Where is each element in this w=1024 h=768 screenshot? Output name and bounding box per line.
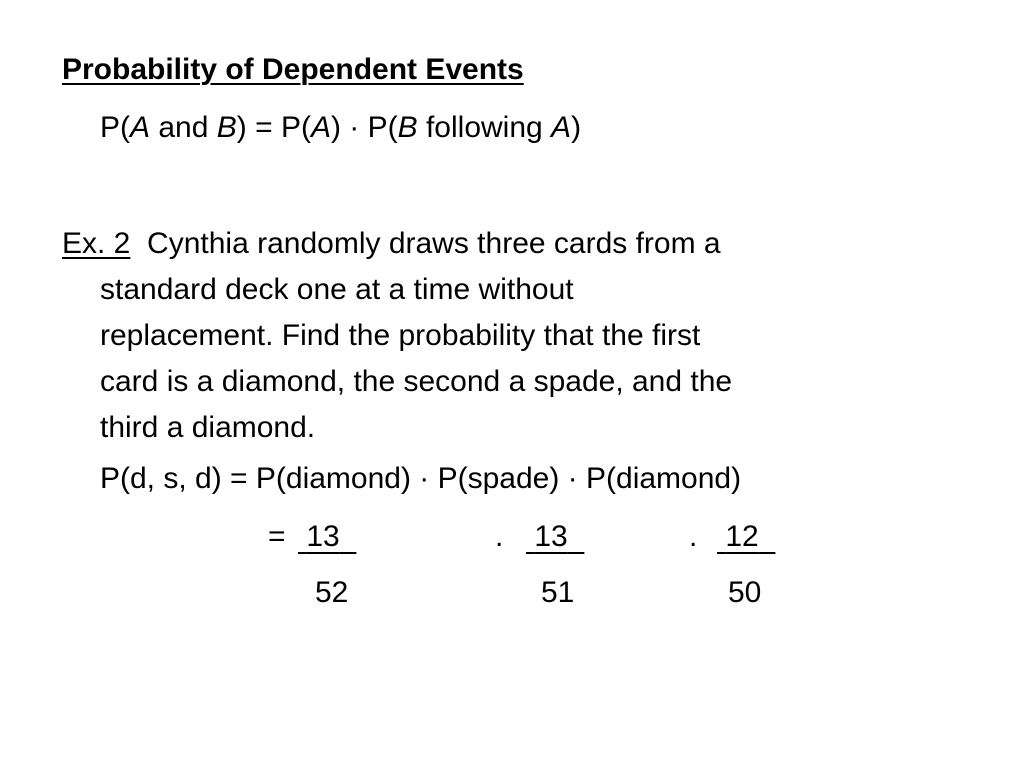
- formula-text: P(: [100, 111, 130, 144]
- example-line: standard deck one at a time without: [100, 273, 574, 306]
- fraction-denominator-2: 51: [541, 576, 575, 609]
- dependent-events-formula: [100, 110, 581, 146]
- numerator-value: 13: [534, 520, 568, 553]
- fraction-numerator-3: [717, 519, 775, 555]
- example-line: card is a diamond, the second a spade, and the: [100, 365, 733, 398]
- example-problem: [62, 221, 942, 451]
- example-line: replacement. Find the probability that the first: [100, 319, 701, 352]
- formula-text: ) = P(: [236, 111, 311, 144]
- probability-expression: P(d, s, d) = P(diamond) · P(spade) · P(diamond): [100, 462, 742, 495]
- numerator-value: 13: [306, 520, 340, 553]
- slide-title: Probability of Dependent Events: [62, 53, 524, 86]
- fraction-numerator-1: [298, 519, 356, 555]
- formula-text: ): [571, 111, 582, 144]
- multiply-dot: .: [495, 520, 504, 553]
- example-line: third a diamond.: [100, 411, 316, 444]
- numerator-value: 12: [725, 520, 759, 553]
- example-line: Cynthia randomly draws three cards from a: [147, 227, 721, 260]
- equals-sign: =: [268, 520, 286, 553]
- fraction-numerator-2: [526, 519, 584, 555]
- example-label: Ex. 2: [62, 227, 131, 260]
- formula-text: ) · P(: [330, 111, 398, 144]
- formula-var-a: A: [551, 111, 572, 144]
- multiply-dot: .: [689, 520, 698, 553]
- formula-var-a: A: [130, 111, 151, 144]
- formula-var-a: A: [310, 111, 331, 144]
- fraction-denominator-3: 50: [728, 576, 762, 609]
- formula-var-b: B: [397, 111, 418, 144]
- fraction-denominator-1: 52: [315, 576, 349, 609]
- formula-text: and: [150, 111, 217, 144]
- formula-text: following: [417, 111, 552, 144]
- formula-var-b: B: [216, 111, 237, 144]
